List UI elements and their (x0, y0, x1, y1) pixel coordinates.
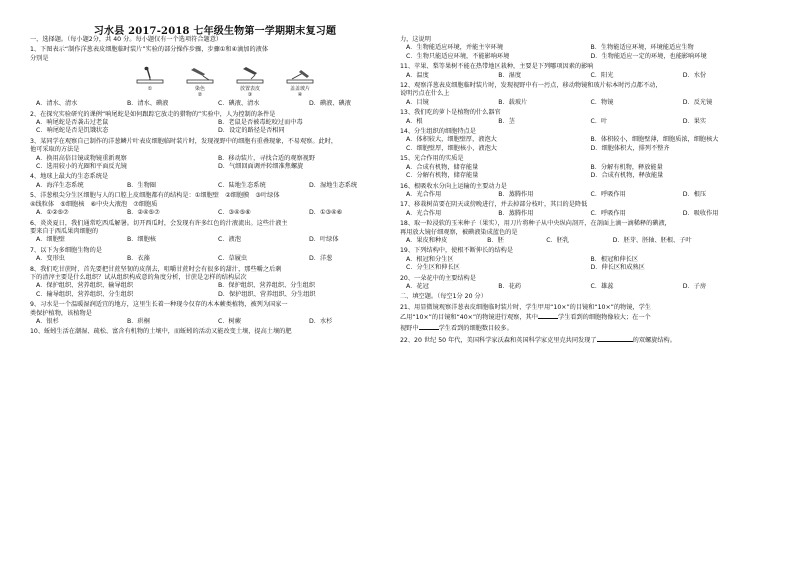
options-row (30, 163, 400, 171)
options-row (400, 53, 775, 61)
question-3-line: 3、某同学在观察自己制作的洋葱鳞片叶表皮细胞临时装片时，发现视野中的细胞有重叠现象，不易观察。此时， (30, 137, 338, 145)
question-21-text: 学生看到的细胞物像较大；在一个 (557, 314, 651, 322)
question-17 (400, 201, 775, 218)
question-20 (400, 275, 775, 292)
left-column (30, 0, 400, 337)
question-2-line: 2、在探究实验研究的课例“响尾蛇是如何跟踪它放走的猎物的”实验中，人为控制的条件是 (30, 110, 276, 118)
option: A．果皮和种皮 (406, 236, 448, 244)
option: A．银杉 (36, 317, 59, 325)
option: D．伸长区和成熟区 (590, 264, 645, 272)
option: D．子房 (682, 282, 707, 290)
option: B．分解有机物，释放能量 (590, 163, 663, 171)
option: B．湿度 (498, 71, 522, 79)
options-row (400, 191, 775, 199)
question-9 (30, 301, 400, 326)
question-22-text: 22、20 世纪 50 年代，美国科学家沃森和英国科学家克里克共同发现了 (400, 337, 597, 344)
options-row (400, 72, 775, 80)
options-row (30, 318, 400, 326)
step-number: ① (147, 86, 153, 93)
option: A．生物能适应环境，并能主宰环境 (406, 44, 504, 52)
option: D．保护组织、营养组织、分生组织 (218, 290, 316, 298)
options-row (400, 256, 775, 264)
option: A．目镜 (406, 98, 429, 106)
option: A．保护组织、营养组织、输导组织 (36, 282, 134, 290)
option: C．分生区和伸长区 (406, 264, 460, 272)
question-19-line: 19、下列结构中，使根不断伸长的结构是 (400, 247, 514, 255)
question-20-line: 20、一朵花中的主要结构是 (400, 274, 476, 282)
option: A．变形虫 (36, 255, 65, 263)
option: D．根压 (682, 190, 707, 198)
option: C．③④⑤⑥ (218, 209, 251, 217)
page-title: 习水县 2017-2018 七年级生物第一学期期末复习题 (93, 26, 337, 37)
options-row (30, 209, 400, 217)
option: C．液泡 (218, 236, 241, 244)
step-caption: 盖盖玻片 (289, 86, 310, 93)
option: D．水杉 (309, 317, 333, 325)
option: A．体积较大，细胞壁厚，液泡大 (406, 136, 497, 144)
question-16-line: 16、根吸收水分向上运输的主要动力是 (400, 182, 507, 190)
option: C．响尾蛇是否是饥饿状态 (36, 127, 109, 135)
option: C．胚乳 (546, 236, 570, 244)
option: A．光合作用 (406, 190, 442, 198)
option: B．保护组织、营养组织、分生组织 (218, 282, 316, 290)
option: D．叶绿体 (309, 236, 339, 244)
question-9-line: 类保护植物，该植物是 (30, 309, 92, 317)
section-choice-heading: 一、选择题。（每小题2分，共 40 分。每小题仅有一个选项符合题意） (30, 36, 223, 43)
option: C．选用较小的光圈和平面反光镜 (36, 163, 127, 171)
question-11 (400, 63, 775, 80)
option: D．气细回面调并转细准焦螺旋 (218, 163, 304, 171)
question-15-line: 15、光合作用的实质是 (400, 155, 464, 163)
question-21 (400, 304, 775, 333)
question-10-line: 10、蚯蚓生活在潮湿、疏松、富含有机物的土壤中，而蚯蚓的活动又能改变土壤，提高土壤的肥 (30, 328, 292, 336)
option: C．细胞壁厚，细胞核小，液泡大 (406, 144, 497, 152)
options-row (400, 172, 775, 180)
answer-blank[interactable] (597, 335, 633, 342)
option: C．分解有机物，储存能量 (406, 172, 479, 180)
question-22-text: 的双螺旋结构。 (632, 337, 676, 344)
question-1-line: 分别是 (30, 54, 49, 62)
question-21-line (400, 312, 775, 322)
option: D．水份 (682, 71, 707, 79)
question-10-continued: 力，这说明 (400, 36, 431, 43)
question-14 (400, 128, 775, 153)
question-14-line: 14、分生组织的细胞特点是 (400, 128, 476, 136)
options-row (30, 100, 400, 108)
question-4 (30, 173, 400, 190)
option: A．光合作用 (406, 209, 442, 217)
option: B．花药 (498, 282, 522, 290)
option: B．根冠和伸长区 (590, 255, 639, 263)
option: B．体积较小，细胞壁薄，细胞质浓，细胞核大 (590, 136, 719, 144)
question-18-line: 再用放大镜仔细观察，被碘液染成蓝色的是 (400, 228, 518, 236)
question-21-text: 乙用“10×”的目镜和“40×”的物镜进行观察，其中 (400, 314, 538, 322)
step-figure (130, 66, 170, 98)
question-19 (400, 247, 775, 272)
option: B．衣藻 (127, 255, 150, 263)
question-5 (30, 192, 400, 217)
question-18 (400, 220, 775, 245)
coverslip-icon (283, 66, 317, 86)
question-8-line: 下的渣滓主要是什么组织？试从组织构成意的角度分析，甘蔗是怎样的结构层次 (30, 273, 247, 281)
question-21-text: 学生看到的细胞数目较多。 (438, 324, 513, 332)
question-21-line (400, 323, 775, 333)
option: C．物镜 (590, 98, 614, 106)
option: D．①③④⑥ (309, 209, 343, 217)
dropper-slide-icon (133, 66, 167, 86)
question-3 (30, 138, 400, 172)
question-11-line: 11、苹果、梨等果树不能在热带地区栽种，主要是下列哪项因素的影响 (400, 63, 594, 71)
options-row (400, 145, 775, 153)
step-caption: 放置表皮 (239, 86, 260, 93)
option: B．生物能适应环境，环境能适应生物 (590, 44, 694, 52)
step-number: ④ (297, 92, 303, 99)
option: D．细胞体积大，排列不整齐 (590, 144, 670, 152)
option: B．蒸腾作用 (498, 209, 534, 217)
answer-blank[interactable] (419, 323, 439, 330)
staining-slide-icon (183, 66, 217, 86)
step-figure (280, 66, 320, 98)
question-21-line: 21、用显微镜观察洋葱表皮细胞临时装片时，学生甲用“10×”的目镜和“10×”的物镜，学生 (400, 303, 651, 311)
question-6 (30, 220, 400, 245)
question-18-line: 18、取一粒浸软的玉米种子（果实），用刀片将种子从中央纵向剖开，在剖面上滴一滴稀释的碘液， (400, 220, 671, 228)
question-12 (400, 82, 775, 107)
option: C．生物只能适应环境，不能影响环境 (406, 52, 510, 60)
options-row (400, 44, 775, 52)
options-row (400, 264, 775, 272)
options-row (400, 136, 775, 144)
options-row (30, 236, 400, 244)
question-17-line: 17、移栽树苗要在阴天或傍晚进行，并去掉部分枝叶，其目的是降低 (400, 201, 588, 209)
option: C．碘液、清水 (218, 100, 260, 108)
option: B．茎 (498, 117, 515, 125)
option: B．生物圈 (127, 181, 156, 189)
question-12-line: 说明污点在什么上 (400, 90, 450, 98)
option: A．清水、清水 (36, 100, 78, 108)
question-22 (400, 335, 775, 345)
experiment-steps-figure (130, 66, 400, 98)
question-8 (30, 266, 400, 300)
question-21-text: 视野中 (400, 324, 419, 332)
question-3-line: 他可采取的方法是 (30, 146, 80, 154)
answer-blank[interactable] (538, 312, 558, 319)
right-column (400, 0, 775, 345)
option: D．合成有机物，释放能量 (590, 172, 664, 180)
options-row (30, 255, 400, 263)
step-figure (230, 66, 270, 98)
question-8-line: 8、我们吃甘蔗时，首先要把甘蔗坚韧的皮削去，咀嚼甘蔗时会有很多的甜汁，那些嚼之后剩 (30, 265, 282, 273)
question-10 (30, 328, 400, 336)
option: B．蒸腾作用 (498, 190, 534, 198)
question-12-line: 12、观察洋葱表皮细胞临时装片时，发现视野中有一污点，移动物镜和玻片标本时污点都不动， (400, 82, 662, 90)
step-number: ② (197, 92, 203, 99)
options-row (400, 210, 775, 218)
option: A．花冠 (406, 282, 429, 290)
options-row (30, 182, 400, 190)
option: D．设定的路径是否相同 (218, 127, 285, 135)
options-row (400, 164, 775, 172)
option: B．移动装片，寻找合适的观察视野 (218, 154, 316, 162)
option: C．雄蕊 (590, 282, 614, 290)
question-22-line (400, 335, 775, 345)
option: A．换用高倍目镜或物镜重新观察 (36, 154, 127, 162)
question-5-line: 5、洋葱根尖分生区细胞与人的口腔上皮细胞都有的结构是：①细胞壁 ②细胞膜 ③叶绿体 (30, 192, 280, 200)
options-row (30, 282, 400, 290)
option: A．响尾蛇是否袭击过老鼠 (36, 119, 109, 127)
option: C．呼吸作用 (590, 209, 626, 217)
question-6-line: 6、炎炎夏日，我们通常吃西瓜解暑。切开西瓜时，会发现有许多红色的汁液流出。这些汁液主 (30, 219, 288, 227)
option: C．输导组织、营养组织、分生组织 (36, 290, 134, 298)
placing-epidermis-icon (233, 66, 267, 86)
options-row (400, 283, 775, 291)
option: C．呼吸作用 (590, 190, 626, 198)
question-1-line: 1、下图表示“制作洋葱表皮细胞临时装片”实验的部分操作步骤，步骤①和④滴加的液体 (30, 46, 269, 54)
question-7-line: 7、以下为多细胞生物的是 (30, 246, 102, 254)
option: D．洋葱 (309, 255, 333, 263)
option: A．海洋生态系统 (36, 181, 84, 189)
option: A．细胞壁 (36, 236, 65, 244)
option: D．胚芽、胚轴、胚根、子叶 (612, 236, 692, 244)
option: C．草履虫 (218, 255, 248, 263)
option: D．生物能适应一定的环境，也能影响环境 (590, 52, 707, 60)
question-13-line: 13、我们吃的萝卜是植物的什么器官 (400, 109, 501, 117)
question-13 (400, 109, 775, 126)
option: B．老鼠是否被毒蛇咬过而中毒 (218, 119, 303, 127)
step-caption: 染色 (194, 86, 205, 93)
option: B．清水、碘液 (127, 100, 169, 108)
option: D．果实 (682, 117, 707, 125)
options-row (30, 291, 400, 299)
option: D．吸收作用 (682, 209, 719, 217)
step-figure (180, 66, 220, 98)
option: C．阳光 (590, 71, 614, 79)
option: A．合成有机物，储存能量 (406, 163, 479, 171)
options-row (400, 118, 775, 126)
option: A．根 (406, 117, 423, 125)
option: B．珙桐 (127, 317, 150, 325)
options-row (30, 127, 400, 135)
option: B．胚 (487, 236, 504, 244)
options-row (400, 99, 775, 107)
option: A．①②⑤⑦ (36, 209, 69, 217)
option: B．②④⑤⑦ (127, 209, 160, 217)
question-15 (400, 155, 775, 180)
question-1 (30, 46, 400, 108)
option: A．根冠和分生区 (406, 255, 454, 263)
option: B．载玻片 (498, 98, 528, 106)
option: D．碘液、碘液 (309, 100, 351, 108)
option: A．温度 (406, 71, 429, 79)
option: D．反光镜 (682, 98, 713, 106)
step-number: ③ (247, 92, 253, 99)
question-2 (30, 111, 400, 136)
question-9-line: 9、习水是一个温暖湿润适宜的地方，这里生长着一种现今仅存的木本蕨类植物，被列为国家一 (30, 301, 288, 309)
option: C．树蕨 (218, 317, 241, 325)
question-6-line: 要来自于西瓜果肉细胞的 (30, 227, 99, 235)
option: C．陆地生态系统 (218, 181, 266, 189)
question-7 (30, 247, 400, 264)
option: D．湿地生态系统 (309, 181, 358, 189)
options-row (400, 237, 775, 245)
option: B．细胞核 (127, 236, 156, 244)
option: C．叶 (590, 117, 608, 125)
section-fill-heading: 二、填空题。（每空1分 20 分） (400, 293, 487, 301)
question-4-line: 4、地球上最大的生态系统是 (30, 173, 109, 181)
options-row (30, 155, 400, 163)
question-5-line: ④线粒体 ⑤细胞核 ⑥中央大液泡 ⑦细胞质 (30, 200, 158, 208)
question-16 (400, 183, 775, 200)
